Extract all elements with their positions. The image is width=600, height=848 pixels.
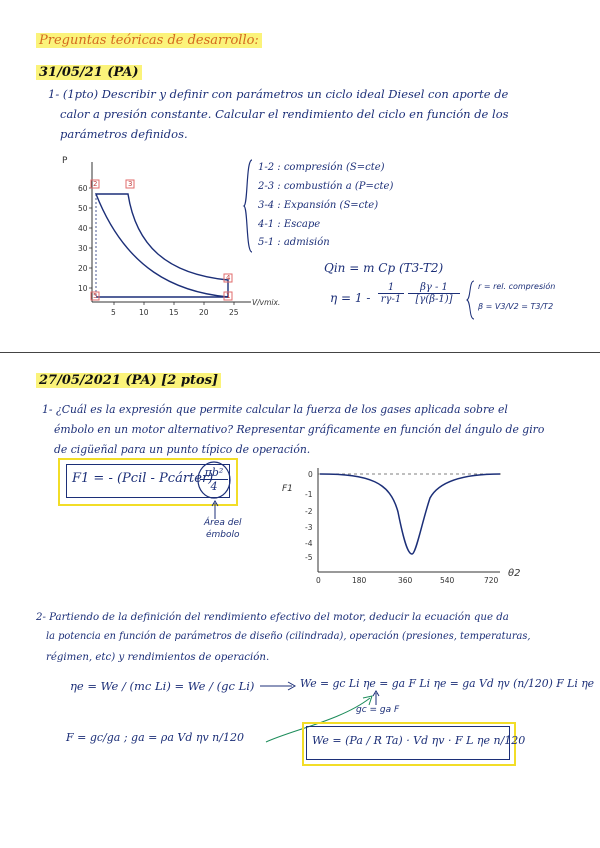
legend-item-5: 5-1 : admisión [258,237,330,248]
final-power-equation: We = (Pa / R Ta) · Vd ηv · F L ηe n/120 [312,734,526,747]
section-divider [0,352,600,353]
fraction-2-numerator: βγ - 1 [408,282,460,294]
area-arrow [210,500,220,520]
force-crank-angle-graph [280,462,540,592]
diagram-x-tick: 10 [139,308,149,317]
legend-item-1: 1-2 : compresión (S=cte) [258,162,385,173]
gc-relation: gc = ga F [356,705,400,715]
graph-y-tick: -1 [305,490,313,499]
section3-question-line-3: régimen, etc) y rendimientos de operación. [46,652,270,663]
graph-y-tick: 0 [308,470,313,479]
section3-question-line-1: 2- Partiendo de la definición del rendimiento efectivo del motor, deducir la ecuación que da [36,612,509,623]
point-label: 5 [93,292,98,300]
diesel-pv-diagram [56,150,256,330]
diagram-x-tick: 5 [111,308,116,317]
force-formula: F1 = - (Pcil - Pcárter) [72,471,214,486]
legend-item-3: 3-4 : Expansión (S=cte) [258,200,379,211]
section2-date: 27/05/2021 (PA) [2 ptos] [36,374,221,388]
graph-x-tick: 180 [352,576,367,585]
efficiency-fraction-2 [408,282,460,305]
section1-question-line-1: 1- (1pto) Describir y definir con parámetros un ciclo ideal Diesel con aporte de [48,87,509,101]
diagram-y-tick: 50 [78,204,88,213]
section1-question-line-2: calor a presión constante. Calcular el rendimiento del ciclo en función de los [60,107,509,121]
diagram-y-tick: 20 [78,264,88,273]
diagram-x-tick: 25 [229,308,239,317]
def-beta: β = V3/V2 = T3/T2 [478,302,554,311]
section2-question-line-3: de cigüeñal para un punto típico de operación. [54,443,311,456]
graph-y-tick: -3 [305,523,313,532]
legend-item-4: 4-1 : Escape [258,219,321,230]
efficiency-fraction-1 [378,282,404,305]
fraction-1-denominator: rγ-1 [380,294,402,305]
graph-y-tick: -5 [305,553,313,562]
diagram-x-tick: 15 [169,308,179,317]
point-label: 2 [93,180,98,188]
point-label: 3 [128,180,133,188]
graph-x-tick: 360 [398,576,413,585]
area-fraction [200,466,228,493]
graph-x-label: θ2 [508,568,521,579]
graph-x-tick: 720 [484,576,499,585]
fraction-2-denominator: [γ(β-1)] [415,294,453,305]
point-label: 1 [226,292,231,300]
defs-brace [466,280,476,320]
graph-y-label: F1 [282,484,293,494]
section1-date: 31/05/21 (PA) [36,66,142,80]
diagram-y-tick: 10 [78,284,88,293]
page-title: Preguntas teóricas de desarrollo: [36,34,262,48]
area-fraction-denominator: 4 [210,480,218,493]
area-fraction-numerator: πb² [200,466,228,480]
diagram-x-axis-label: V/vmix. [252,298,281,307]
fuel-air-relations: F = gc/ga ; ga = ρa Vd ηv n/120 [66,731,244,744]
graph-y-tick: -2 [305,507,313,516]
area-note-line-2: émbolo [206,530,240,540]
fraction-1-numerator: 1 [378,282,404,294]
graph-x-tick: 0 [316,576,321,585]
work-derivation-equation: We = gc Li ηe = ga F Li ηe = ga Vd ηv (n/120) F Li ηe [300,677,595,690]
effective-efficiency-equation: ηe = We / (mc Li) = We / (gc Li) [70,679,255,693]
point-label: 4 [226,274,231,282]
diagram-y-axis-label: P [62,156,68,166]
graph-y-tick: -4 [305,539,313,548]
legend-brace [242,158,254,254]
diagram-y-tick: 60 [78,184,88,193]
diagram-x-tick: 20 [199,308,209,317]
def-r: r = rel. compresión [478,282,556,291]
section2-question-line-2: émbolo en un motor alternativo? Representar gráficamente en función del ángulo de giro [54,423,545,436]
area-note-line-1: Área del [204,518,242,528]
diagram-y-tick: 40 [78,224,88,233]
efficiency-lhs: η = 1 - [330,291,371,305]
diagram-y-tick: 30 [78,244,88,253]
graph-x-tick: 540 [440,576,455,585]
section2-question-line-1: 1- ¿Cuál es la expresión que permite calcular la fuerza de los gases aplicada sobre el [42,403,508,416]
legend-item-2: 2-3 : combustión a (P=cte) [258,181,394,192]
section1-question-line-3: parámetros definidos. [60,127,188,141]
q-in-equation: Qin = m Cp (T3-T2) [324,261,444,275]
section3-question-line-2: la potencia en función de parámetros de diseño (cilindrada), operación (presiones, temperaturas, [46,631,531,642]
